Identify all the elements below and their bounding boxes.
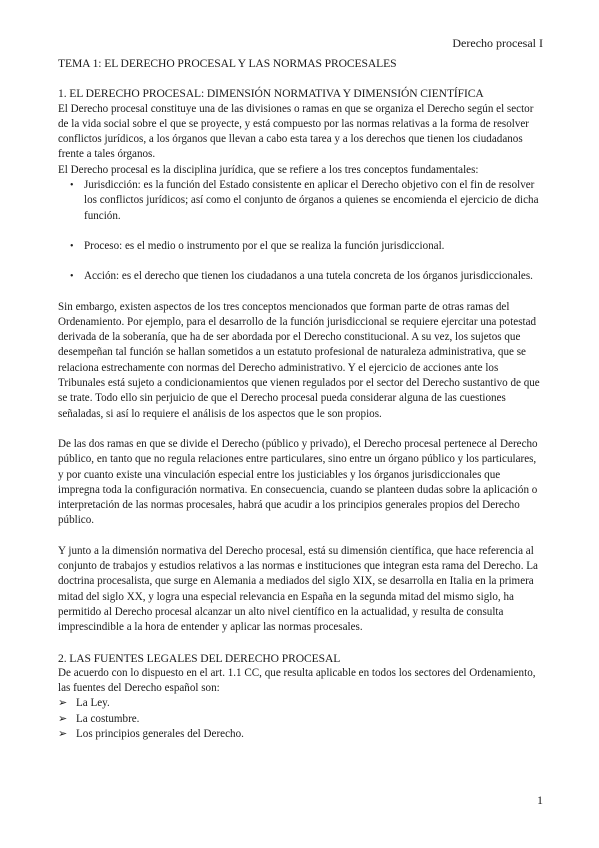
tema-title: TEMA 1: EL DERECHO PROCESAL Y LAS NORMAS PROCESALES <box>58 57 397 70</box>
source-text: La costumbre. <box>76 712 140 725</box>
section-2-intro: De acuerdo con lo dispuesto en el art. 1.1 CC, que resulta aplicable en todos los sectores del Ordenamiento, las fuentes del Derecho español son: <box>58 666 536 695</box>
definition-item-accion <box>58 269 542 284</box>
running-header: Derecho procesal I <box>452 36 543 50</box>
page-content <box>58 56 542 742</box>
page-number: 1 <box>537 793 543 807</box>
section-1-paragraph-1: El Derecho procesal constituye una de las divisiones o ramas en que se organiza el Derecho según el sector de la vida social sobre el que se proyecte, y está compuesto por las normas relativas a la forma de resolver conflictos jurídicos, a los órganos que llevan a cabo esta tarea y a los derechos que tienen los ciudadanos frente a tales órganos. <box>58 102 534 161</box>
source-item-principios <box>58 727 542 742</box>
section-1-paragraph-3: Sin embargo, existen aspectos de los tres conceptos mencionados que forman parte de otras ramas del Ordenamiento. Por ejemplo, para el desarrollo de la función jurisdiccional se requiere ejercitar una potestad derivada de la soberanía, que ha de ser abordada por el Derecho constitucional. A su vez, los sujetos que desempeñan tal función se hallan sometidos a un estatuto profesional de naturaleza administrativa, que se relaciona estrechamente con normas del Derecho administrativo. Y el ejercicio de acciones ante los Tribunales está sujeto a condicionamientos que vienen regulados por el sector del Derecho sustantivo de que se trate. Todo ello sin perjuicio de que el Derecho procesal pueda considerar alguna de las cuestiones señaladas, si así lo requiere el análisis de los aspectos que le son propios. <box>58 300 540 420</box>
bullet-icon: • <box>70 180 74 192</box>
section-1-paragraph-4: De las dos ramas en que se divide el Derecho (público y privado), el Derecho procesal pertenece al Derecho público, en tanto que no regula relaciones entre particulares, sino entre un órgano público y los particulares, y por cuanto existe una vinculación especial entre los justiciables y los órganos jurisdiccionales que impregna toda la configuración normativa. En consecuencia, cuando se planteen dudas sobre la aplicación o interpretación de las normas procesales, habrá que acudir a los principios generales propios del Derecho público. <box>58 437 538 527</box>
sources-list <box>58 696 542 742</box>
arrow-bullet-icon: ➢ <box>58 697 68 710</box>
definition-text: Proceso: es el medio o instrumento por el que se realiza la función jurisdiccional. <box>84 239 445 252</box>
arrow-bullet-icon: ➢ <box>58 727 68 740</box>
bullet-icon: • <box>70 271 74 283</box>
arrow-bullet-icon: ➢ <box>58 712 68 725</box>
source-text: Los principios generales del Derecho. <box>76 727 244 740</box>
bullet-icon: • <box>70 240 74 252</box>
source-item-costumbre <box>58 712 542 727</box>
definition-text: Acción: es el derecho que tienen los ciudadanos a una tutela concreta de los órganos jurisdiccionales. <box>84 270 533 283</box>
section-1-paragraph-5: Y junto a la dimensión normativa del Derecho procesal, está su dimensión científica, que hace referencia al conjunto de trabajos y estudios relativos a las normas e instituciones que integran esta rama del Derecho. La doctrina procesalista, que surge en Alemania a mediados del siglo XIX, se desarrolla en Italia en la primera mitad del siglo XX, y logra una especial relevancia en España en la segunda mitad del mismo siglo, ha permitido al Derecho procesal alcanzar un alto nivel científico en la actualidad, y resulta de consulta imprescindible a la hora de entender y aplicar las normas procesales. <box>58 544 538 634</box>
source-item-ley <box>58 696 542 711</box>
section-2-title: 2. LAS FUENTES LEGALES DEL DERECHO PROCESAL <box>58 651 341 665</box>
source-text: La Ley. <box>76 697 110 710</box>
section-1-title: 1. EL DERECHO PROCESAL: DIMENSIÓN NORMATIVA Y DIMENSIÓN CIENTÍFICA <box>58 87 484 101</box>
definition-item-proceso <box>58 239 542 254</box>
definition-list <box>58 178 542 284</box>
definition-text: Jurisdicción: es la función del Estado consistente en aplicar el Derecho objetivo con el fin de resolver los conflictos jurídicos; así como el conjunto de órganos a quienes se encomienda el ejercicio de dicha función. <box>84 179 539 222</box>
definition-item-jurisdiccion <box>58 178 542 224</box>
section-1-paragraph-2: El Derecho procesal es la disciplina jurídica, que se refiere a los tres conceptos fundamentales: <box>58 163 479 176</box>
